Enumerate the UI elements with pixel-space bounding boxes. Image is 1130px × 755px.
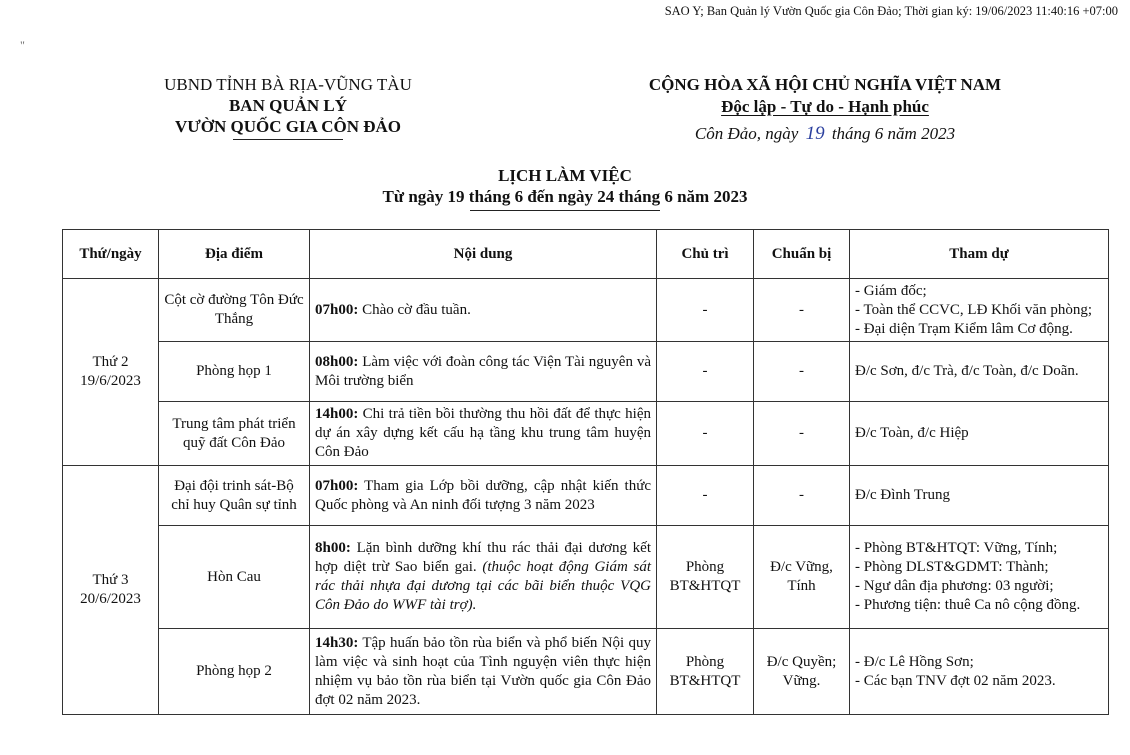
attendees-cell <box>850 629 1109 715</box>
table-row <box>63 466 1109 526</box>
attendee-line: - Các bạn TNV đợt 02 năm 2023. <box>855 672 1056 689</box>
digital-signature-line: SAO Y; Ban Quản lý Vườn Quốc gia Côn Đảo; Thời gian ký: 19/06/2023 11:40:16 +07:00 <box>664 4 1118 18</box>
attendee-line: - Đại diện Trạm Kiểm lâm Cơ động. <box>855 320 1073 337</box>
document-title: LỊCH LÀM VIỆC <box>498 166 632 185</box>
location-cell: Phòng họp 1 <box>159 342 310 402</box>
day-cell <box>63 279 159 466</box>
event-time: 08h00: <box>315 353 359 370</box>
attendees-cell <box>850 402 1109 466</box>
chair-cell: - <box>657 466 754 526</box>
attendees-cell <box>850 526 1109 629</box>
event-description: Lặn bình dưỡng khí thu rác thải đại dương kết hợp diệt trừ Sao biển gai. <box>315 540 651 575</box>
attendee-line: Đ/c Toàn, đ/c Hiệp <box>855 425 969 441</box>
content-cell <box>310 279 657 342</box>
event-description: Chào cờ đầu tuần. <box>358 301 471 318</box>
org-line-3: VƯỜN QUỐC GIA CÔN ĐẢO <box>174 117 402 136</box>
attendee-line: - Đ/c Lê Hồng Sơn; <box>855 653 974 670</box>
content-cell <box>310 342 657 402</box>
chair-cell: Phòng BT&HTQT <box>657 526 754 629</box>
corner-mark: " <box>20 38 25 52</box>
day-cell <box>63 466 159 715</box>
date-suffix: tháng 6 năm 2023 <box>831 124 956 143</box>
event-note: (thuộc hoạt động Giám sát rác thải nhựa đại dương tại các bãi biển thuộc VQG Côn Đảo do WWF tài trợ). <box>315 559 652 613</box>
org-line-2: BAN QUẢN LÝ <box>228 96 348 115</box>
event-description: Làm việc với đoàn công tác Viện Tài nguyên và Môi trường biển <box>315 353 651 389</box>
header-content: Nội dung <box>310 230 657 279</box>
content-cell <box>310 402 657 466</box>
table-header-row <box>63 230 1109 279</box>
day-name: Thứ 2 <box>92 354 129 370</box>
document-title-block <box>0 165 1130 207</box>
event-time: 07h00: <box>315 477 359 494</box>
header-day: Thứ/ngày <box>63 230 159 279</box>
location-cell: Phòng họp 2 <box>159 629 310 715</box>
day-name: Thứ 3 <box>92 572 129 588</box>
chair-cell: - <box>657 279 754 342</box>
event-time: 07h00: <box>315 301 359 318</box>
prepare-cell: - <box>754 402 850 466</box>
issue-date <box>590 123 1060 145</box>
table-row <box>63 342 1109 402</box>
prepare-cell: Đ/c Quyền; Vững. <box>754 629 850 715</box>
event-time: 8h00: <box>315 540 351 556</box>
national-title: CỘNG HÒA XÃ HỘI CHỦ NGHĨA VIỆT NAM <box>648 75 1002 94</box>
prepare-cell: Đ/c Vững, Tính <box>754 526 850 629</box>
attendee-line: - Phương tiện: thuê Ca nô cộng đồng. <box>855 597 1081 613</box>
attendee-line: Đ/c Sơn, đ/c Trà, đ/c Toàn, đ/c Doãn. <box>855 363 1079 379</box>
attendee-line: - Phòng DLST&GDMT: Thành; <box>855 559 1049 575</box>
event-description: Tham gia Lớp bồi dưỡng, cập nhật kiến thức Quốc phòng và An ninh đối tượng 3 năm 2023 <box>315 477 651 513</box>
organization-header <box>118 74 458 137</box>
document-subtitle: Từ ngày 19 tháng 6 đến ngày 24 tháng 6 năm 2023 <box>382 187 748 206</box>
chair-cell: - <box>657 402 754 466</box>
schedule-table <box>62 229 1109 715</box>
org-line-1: UBND TỈNH BÀ RỊA-VŨNG TÀU <box>164 75 412 94</box>
table-row <box>63 526 1109 629</box>
attendee-line: - Toàn thể CCVC, LĐ Khối văn phòng; <box>855 301 1092 318</box>
chair-cell: - <box>657 342 754 402</box>
header-prepare: Chuẩn bị <box>754 230 850 279</box>
header-location: Địa điểm <box>159 230 310 279</box>
attendees-cell <box>850 466 1109 526</box>
national-motto: Độc lập - Tự do - Hạnh phúc <box>721 97 929 116</box>
location-cell: Cột cờ đường Tôn Đức Thắng <box>159 279 310 342</box>
day-date: 19/6/2023 <box>80 373 141 389</box>
event-description: Chi trả tiền bồi thường thu hồi đất để thực hiện dự án xây dựng kết cấu hạ tầng khu trung tâm huyện Côn Đảo <box>315 406 651 460</box>
handwritten-day: 19 <box>805 123 825 144</box>
attendees-cell <box>850 342 1109 402</box>
national-header <box>590 74 1060 145</box>
attendee-line: - Ngư dân địa phương: 03 người; <box>855 578 1054 594</box>
attendee-line: Đ/c Đình Trung <box>855 487 951 503</box>
attendee-line: - Giám đốc; <box>855 282 927 299</box>
location-cell: Đại đội trinh sát-Bộ chỉ huy Quân sự tỉnh <box>159 466 310 526</box>
location-cell: Trung tâm phát triển quỹ đất Côn Đảo <box>159 402 310 466</box>
header-chair: Chủ trì <box>657 230 754 279</box>
prepare-cell: - <box>754 279 850 342</box>
attendee-line: - Phòng BT&HTQT: Vững, Tính; <box>855 540 1058 556</box>
event-time: 14h00: <box>315 406 359 422</box>
content-cell <box>310 629 657 715</box>
attendees-cell <box>850 279 1109 342</box>
day-date: 20/6/2023 <box>80 591 141 607</box>
content-cell <box>310 526 657 629</box>
table-row <box>63 279 1109 342</box>
chair-cell: Phòng BT&HTQT <box>657 629 754 715</box>
date-prefix: Côn Đảo, ngày <box>694 124 799 143</box>
event-description: Tập huấn bảo tồn rùa biển và phổ biến Nội quy làm việc và sinh hoạt của Tình nguyện viên thực hiện nhiệm vụ bảo tồn rùa biển tại Vườn quốc gia Côn Đảo đợt 02 năm 2023. <box>315 634 651 708</box>
content-cell <box>310 466 657 526</box>
location-cell: Hòn Cau <box>159 526 310 629</box>
event-time: 14h30: <box>315 634 359 651</box>
table-row <box>63 629 1109 715</box>
prepare-cell: - <box>754 466 850 526</box>
prepare-cell: - <box>754 342 850 402</box>
table-row <box>63 402 1109 466</box>
header-attendees: Tham dự <box>850 230 1109 279</box>
